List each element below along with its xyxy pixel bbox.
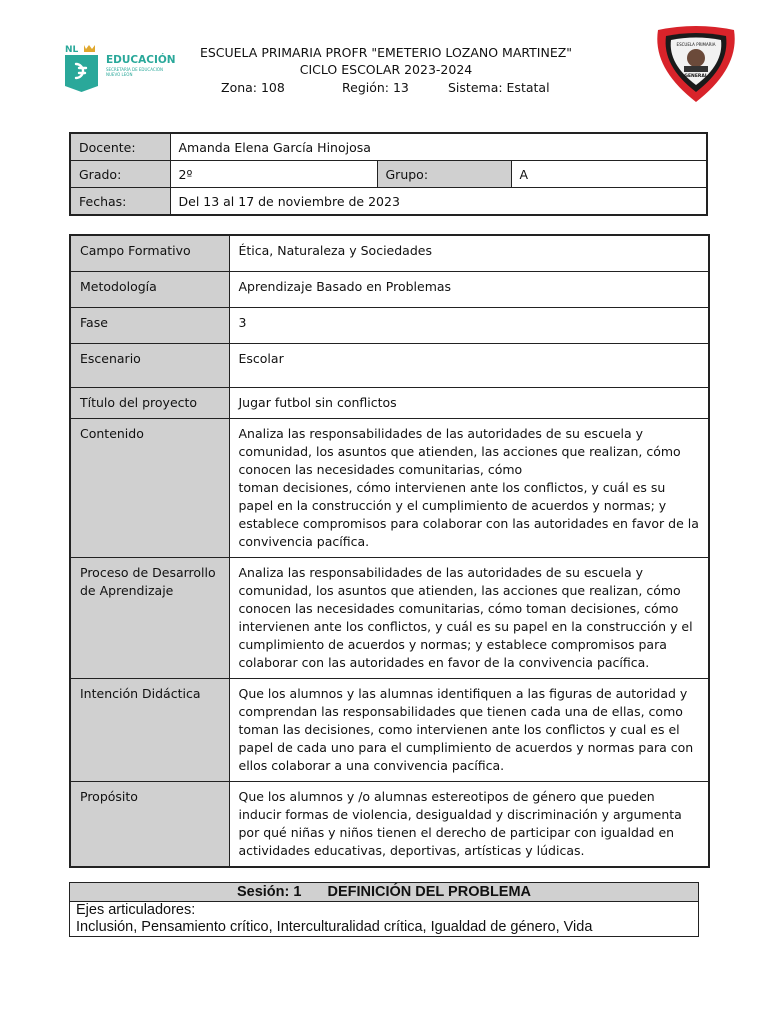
plan-value: Analiza las responsabilidades de las autoridades de su escuela y comunidad, los asuntos que atienden, las acciones que realizan, cómo conocen las necesidades comunitarias, cómo toman decisiones, cómo intervienen ante los conflictos, y cuál es su papel en la construcción y el cumplimiento de acuerdos y normas; y establece compromisos para colaborar con las autoridades en favor de la convivencia pacífica. [229, 418, 709, 557]
plan-label: Intención Didáctica [70, 678, 229, 781]
zona-text: Zona: 108 [221, 80, 285, 95]
table-row [70, 418, 709, 557]
plan-label: Contenido [70, 418, 229, 557]
plan-value: 3 [229, 307, 709, 343]
plan-label: Campo Formativo [70, 235, 229, 271]
session-table [69, 882, 699, 937]
table-row [70, 188, 707, 216]
fechas-label: Fechas: [70, 188, 170, 216]
grado-label: Grado: [70, 161, 170, 188]
table-row [70, 133, 707, 161]
table-row [70, 902, 699, 937]
logo-title-text: EDUCACIÓN [106, 54, 176, 66]
plan-label: Metodología [70, 271, 229, 307]
seal-name-text: GENERAL [684, 74, 708, 79]
table-row [70, 557, 709, 678]
region-text: Región: 13 [342, 80, 409, 95]
session-number: Sesión: 1 [236, 884, 302, 900]
table-row [70, 271, 709, 307]
fechas-value: Del 13 al 17 de noviembre de 2023 [170, 188, 707, 216]
logo-nl-text: NL [65, 45, 79, 55]
plan-value: Ética, Naturaleza y Sociedades [229, 235, 709, 271]
plan-table [69, 234, 710, 868]
plan-value: Analiza las responsabilidades de las autoridades de su escuela y comunidad, los asuntos que atienden, las acciones que realizan, cómo conocen las necesidades comunitarias, cómo toman decisiones, cómo intervienen ante los conflictos, y cuál es su papel en la construcción y el cumplimiento de acuerdos y normas; y establece compromisos para colaborar con las autoridades en favor de la convivencia pacífica. [229, 557, 709, 678]
plan-label: Fase [70, 307, 229, 343]
ejes-value: Inclusión, Pensamiento crítico, Interculturalidad crítica, Igualdad de género, Vida [76, 919, 593, 935]
logo-subtext: SECRETARÍA DE EDUCACIÓN NUEVO LEÓN [106, 67, 163, 77]
grupo-value: A [511, 161, 707, 188]
school-cycle: CICLO ESCOLAR 2023-2024 [299, 62, 473, 77]
docente-label: Docente: [70, 133, 170, 161]
table-row [70, 387, 709, 418]
table-row [70, 161, 707, 188]
school-name: ESCUELA PRIMARIA PROFR "EMETERIO LOZANO MARTINEZ" [199, 45, 573, 60]
table-row [70, 781, 709, 867]
teacher-info-table [69, 132, 708, 216]
school-seal-logo [654, 24, 738, 104]
table-row [70, 883, 699, 902]
plan-label: Título del proyecto [70, 387, 229, 418]
docente-value: Amanda Elena García Hinojosa [170, 133, 707, 161]
table-row [70, 307, 709, 343]
plan-label: Escenario [70, 343, 229, 387]
seal-top-text: ESCUELA PRIMARIA [676, 42, 716, 47]
grupo-label: Grupo: [377, 161, 511, 188]
education-logo [64, 42, 176, 94]
plan-value: Jugar futbol sin conflictos [229, 387, 709, 418]
school-header [180, 44, 592, 78]
session-header [70, 883, 699, 902]
plan-value: Que los alumnos y /o alumnas estereotipos de género que pueden inducir formas de violencia, desigualdad y discriminación y argumenta por qué niñas y niños tienen el derecho de participar con igualdad en actividades educativas, deportivas, artísticas y lúdicas. [229, 781, 709, 867]
plan-value: Que los alumnos y las alumnas identifiquen a las figuras de autoridad y comprendan las responsabilidades que tienen cada una de ellas, como toman las decisiones, como intervienen ante los conflictos y cual es el papel de cada uno para el cumplimiento de acuerdos y normas para con ellos colaborar a una convivencia pacífica. [229, 678, 709, 781]
table-row [70, 235, 709, 271]
session-title: DEFINICIÓN DEL PROBLEMA [327, 884, 532, 900]
table-row [70, 343, 709, 387]
ejes-label: Ejes articuladores: [76, 902, 196, 918]
plan-label: Proceso de Desarrollo de Aprendizaje [70, 557, 229, 678]
plan-value: Aprendizaje Basado en Problemas [229, 271, 709, 307]
sistema-text: Sistema: Estatal [448, 80, 550, 95]
table-row [70, 678, 709, 781]
plan-value: Escolar [229, 343, 709, 387]
grado-value: 2º [170, 161, 377, 188]
plan-label: Propósito [70, 781, 229, 867]
